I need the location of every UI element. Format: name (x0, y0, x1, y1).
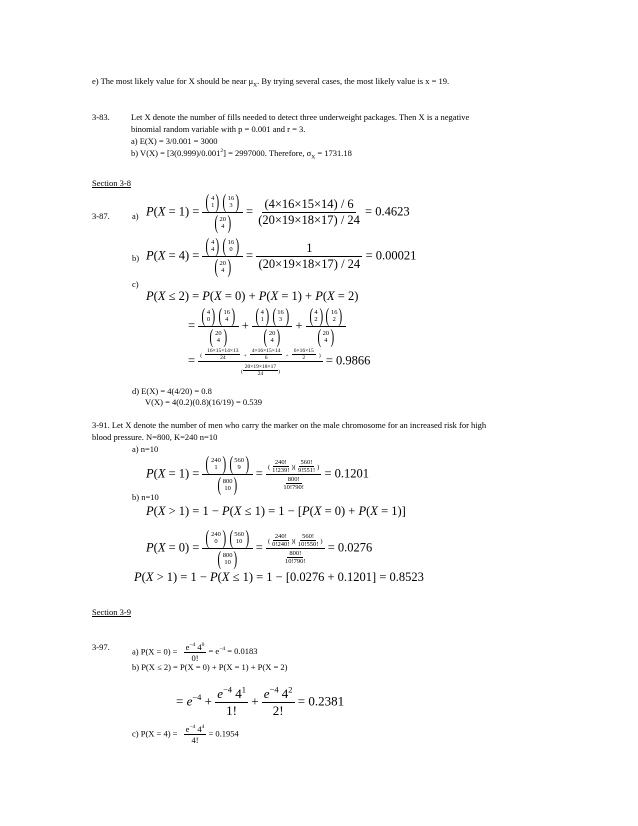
problem-391-part-b-equation-3: P(X > 1) = 1 − P(X ≤ 1) = 1 − [0.0276 + 0.1201] = 0.8523 (134, 570, 424, 584)
problem-387-b-numerator: 1 (256, 241, 362, 257)
problem-391-a-result: = 0.1201 (324, 466, 370, 481)
problem-391-part-b-equation-2: P(X = 0) = ( 240 0 ) ( 560 10 ) ( 800 10 ) = ( $\frac{240!}{0!240!}$ )( $\frac{560!}{10!550!}$ ) $\frac{800!}{10!790!}$ = 0.0276 (146, 527, 373, 570)
problem-387-part-d-1: d) E(X) = 4(4/20) = 0.8 (132, 386, 212, 396)
b-f1-den: 0!240! (272, 541, 290, 548)
problem-387-b-denominator: (20×19×18×17) / 24 (258, 257, 361, 271)
b-fd-num: 800! (289, 549, 302, 557)
a-fd-num: 800! (287, 475, 300, 483)
c-term1-num: 16×15×14×13 (207, 347, 239, 354)
problem-397-a-label: a) P(X = 0) = (132, 646, 178, 657)
problem-387-part-c-label: c) (132, 279, 139, 289)
problem-387-part-c-equation: P(X ≤ 2) = P(X = 0) + P(X = 1) + P(X = 2) (146, 289, 359, 303)
c-term2-num: 4×16×15×14 (251, 347, 281, 354)
c-term3-den: 2 (302, 354, 306, 361)
a-f1-den: 1!239! (272, 467, 290, 474)
problem-387-a-denominator: (20×19×18×17) / 24 (258, 213, 360, 227)
problem-383-part-a: a) E(X) = 3/0.001 = 3000 (131, 136, 218, 146)
b-f1-num: 240! (274, 533, 287, 540)
c-term3-num: 6×16×15 (293, 347, 314, 354)
a-f2-den: 9!551! (297, 467, 316, 474)
problem-397-c-result: = 0.1954 (208, 728, 239, 739)
c-term2-den: 6 (264, 354, 268, 361)
c-denom-den: 24 (257, 370, 264, 377)
problem-387-a-numerator: (4×16×15×14) / 6 (264, 197, 354, 211)
problem-391-part-b-equation-1: P(X > 1) = 1 − P(X ≤ 1) = 1 − [P(X = 0) + P(X = 1)] (146, 504, 406, 518)
problem-383-text-1: Let X denote the number of fills needed to detect three underweight packages. Then X is a negative (131, 112, 470, 122)
a-fd-den: 10!790! (283, 483, 304, 491)
problem-391-part-a-label: a) n=10 (132, 444, 159, 454)
a-f1-num: 240! (274, 459, 287, 466)
problem-397-b-den1: 1! (226, 703, 237, 718)
problem-387-b-result: = 0.00021 (365, 248, 417, 263)
problem-387-part-c-numeric: = ( $\frac{16\times 15\times 14\times 13}{24}$ + $\frac{4\times 16\times 15\times 14}{6}$ + $\frac{6\times 16\times 15}{2}$ ) ( $\frac{20\times 19\times 18\times 17}{24}$ ) = 0.9866 (188, 347, 371, 377)
problem-397-part-a: a) P(X = 0) = $\frac{e^{-4} 4^0}{0!}$ = $e^{-4} = 0.0183$ (132, 642, 258, 663)
b-f2-den: 10!550! (297, 541, 319, 548)
problem-397-a-den: 0! (191, 653, 199, 663)
c-denom-num: 20×19×18×17 (244, 363, 277, 370)
problem-387-c-result: = 0.9866 (325, 353, 371, 368)
problem-387-part-b-equation: P(X = 4) = ( 4 4 ) ( 16 0 ) ( 20 4 ) = $\frac{1}{(20\times 19\times 18\times 17) / 24}$ = 0.00021 (146, 235, 417, 278)
problem-383-part-b: b) $V(X) = [3(0.999)/0.001^2] = 2997000$. Therefore, $\sigma_X = 1731.18$ (131, 148, 352, 161)
problem-391-part-a-equation: P(X = 1) = ( 240 1 ) ( 560 9 ) ( 800 10 ) = ( $\frac{240!}{1!239!}$ )( $\frac{560!}{9!551!}$ ) $\frac{800!}{10!790!}$ = 0.1201 (146, 453, 370, 496)
problem-387-part-c-binomials: = ( 4 0 ) ( 16 4 ) ( 20 4 ) + ( 4 1 ) ( 16 3 ) ( 20 4 ) + ( 4 2 ) ( 16 2 ) ( 20 4 ) (188, 306, 346, 347)
problem-397-part-b: b) P(X ≤ 2) = P(X = 0) + P(X = 1) + P(X = 2) (132, 662, 288, 672)
problem-397-part-c: c) P(X = 4) = $\frac{e^{-4} 4^4}{4!}$ = 0.1954 (132, 724, 239, 745)
problem-383-text-2: binomial random variable with p = 0.001 and r = 3. (131, 124, 306, 134)
problem-383-number: 3-83. (92, 112, 110, 122)
c-term1-den: 24 (220, 354, 226, 361)
problem-397-part-b-equation: = $e^{-4}$ + $\frac{e^{-4} 4^1}{1!}$ + $\frac{e^{-4} 4^2}{2!}$ = 0.2381 (176, 684, 345, 718)
section-3-9-heading: Section 3-9 (92, 607, 131, 617)
problem-387-part-a-label: a) (132, 211, 139, 221)
problem-387-part-b-label: b) (132, 253, 140, 263)
problem-387-a-result: = 0.4623 (365, 204, 410, 219)
problem-397-c-den: 4! (191, 735, 199, 745)
problem-391-text-2: blood pressure. N=800, K=240 n=10 (92, 432, 218, 442)
problem-387-part-a-equation: P(X = 1) = ( 4 1 ) ( 16 3 ) ( 20 4 ) = $\frac{(4\times 16\times 15\times 14) / 6}{(20\times 19\times 18\times 17) / 24}$ = 0.4623 (146, 191, 410, 234)
problem-387-part-d-2: V(X) = 4(0.2)(0.8)(16/19) = 0.539 (145, 397, 262, 407)
b-f2-num: 560! (302, 533, 315, 540)
problem-391-b-result: = 0.0276 (327, 540, 373, 555)
problem-397-a-result: = $e^{-4} = 0.0183$ (208, 646, 258, 657)
problem-397-b-den2: 2! (272, 703, 284, 718)
answer-e-line: e) The most likely value for X should be near $\mu_X$. By trying several cases, the most likely value is x = 19. (92, 76, 450, 89)
b-fd-den: 10!790! (284, 557, 306, 565)
problem-397-c-label: c) P(X = 4) = (132, 728, 178, 739)
problem-391-part-b-label: b) n=10 (132, 492, 159, 502)
problem-397-number: 3-97. (92, 642, 110, 652)
problem-391-text-1: 3-91. Let X denote the number of men who carry the marker on the male chromosome for an increased risk for high (92, 420, 487, 430)
a-f2-num: 560! (300, 459, 313, 466)
problem-387-number: 3-87. (92, 211, 110, 221)
problem-397-b-result: = 0.2381 (297, 693, 345, 709)
section-3-8-heading: Section 3-8 (92, 178, 131, 188)
